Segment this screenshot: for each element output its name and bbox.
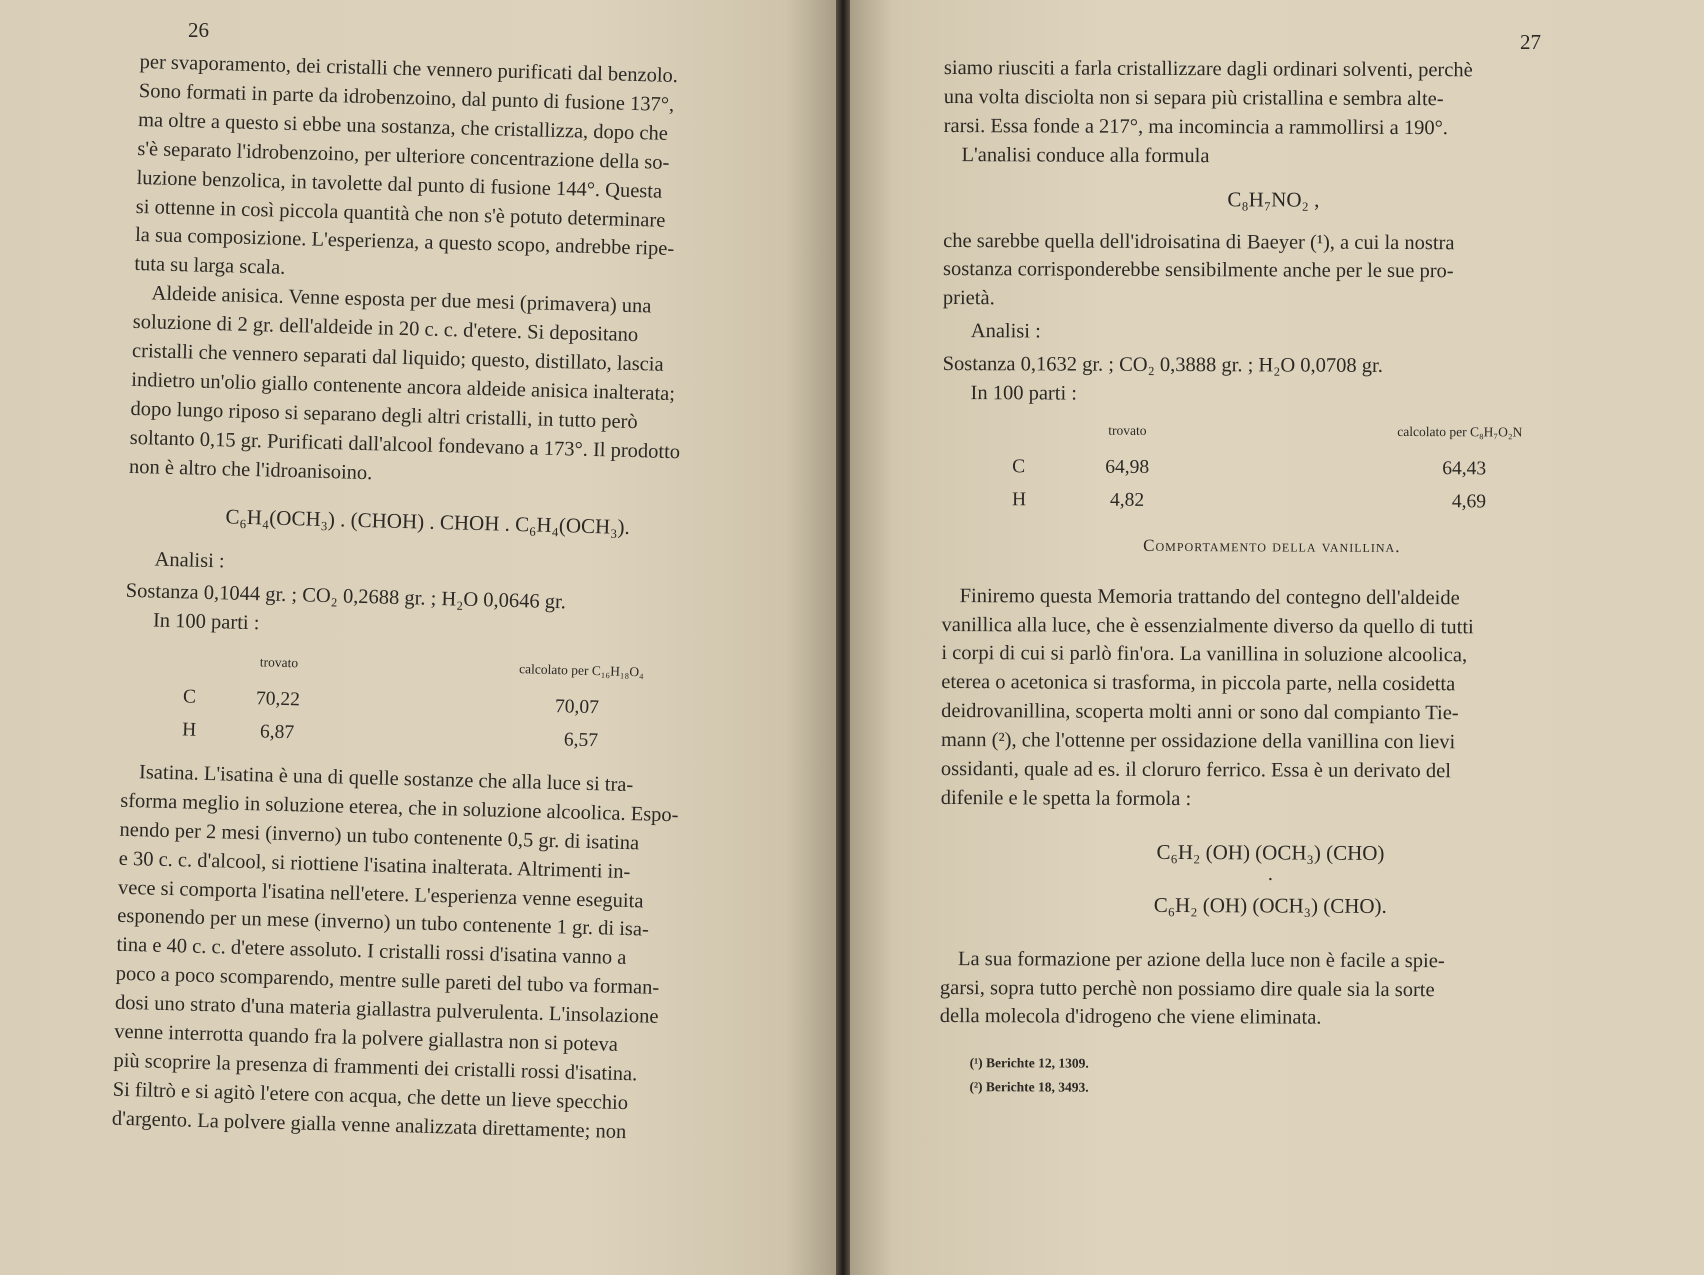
text-line: una volta disciolta non si separa più cristallina e sembra alte-: [943, 85, 1444, 111]
text-line: rarsi. Essa fonde a 217°, ma incomincia a rammollirsi a 190°.: [943, 114, 1449, 140]
text-line: prietà.: [942, 287, 995, 310]
book-gutter: [836, 0, 850, 1275]
text-line: indietro un'olio giallo contenente ancora aldeide anisica inalterata;: [131, 368, 676, 406]
text-line: luzione benzolica, in tavolette dal punto di fusione 144°. Questa: [136, 166, 663, 203]
col-calcolato: calcolato per C₁₆H₁₈O₄: [518, 661, 645, 680]
analysis-table: [1012, 416, 1522, 519]
text-line: che sarebbe quella dell'idroisatina di Baeyer (¹), a cui la nostra: [943, 229, 1455, 254]
text-line: s'è separato l'idrobenzoino, per ulteriore concentrazione della so-: [137, 137, 670, 174]
text-line: L'analisi conduce alla formula: [961, 143, 1210, 167]
analisi-label: Analisi :: [154, 548, 225, 572]
text-line: la sua composizione. L'esperienza, a questo scopo, andrebbe ripe-: [134, 224, 675, 261]
text-line: tina e 40 c. c. d'etere assoluto. I cristalli rossi d'isatina vanno a: [116, 934, 627, 970]
page-number: 27: [1520, 30, 1541, 54]
paragraph-formazione: [940, 945, 1600, 1035]
text-line: poco a poco scomparendo, mentre sulle pareti del tubo va forman-: [115, 962, 660, 1000]
sostanza-line: Sostanza 0,1632 gr. ; CO₂ 0,3888 gr. ; H₂O 0,0708 gr.: [942, 353, 1383, 378]
footnote: (²) Berichte 18, 3493.: [969, 1079, 1089, 1096]
element-cell: H: [1012, 489, 1027, 511]
calcolato-cell: 64,43: [1442, 458, 1487, 480]
text-line: Si filtrò e si agitò l'etere con acqua, che dette un lieve specchio: [112, 1078, 629, 1115]
paragraph-aldeide-anisica: [129, 279, 774, 498]
formula-idroanisoino: C₆H₄(OCH₃) . (CHOH) . CHOH . C₆H₄(OCH₃).: [225, 503, 631, 539]
text-line: soltanto 0,15 gr. Purificati dall'alcool fondevano a 173°. Il prodotto: [129, 426, 681, 464]
page-number: 26: [188, 18, 209, 42]
text-line: i corpi di cui si parlò fin'ora. La vanillina in soluzione alcoolica,: [941, 642, 1468, 667]
text-line: garsi, sopra tutto perchè non possiamo dire quale sia la sorte: [939, 976, 1435, 1001]
text-line: e 30 c. c. d'alcool, si riottiene l'isatina inalterata. Altrimenti in-: [118, 847, 631, 883]
text-line: Finiremo questa Memoria trattando del contegno dell'aldeide: [959, 584, 1460, 609]
trovato-cell: 64,98: [1105, 456, 1150, 478]
trovato-cell: 4,82: [1109, 489, 1145, 511]
right-page: [850, 0, 1704, 1275]
text-line: deidrovanillina, scoperta molti anni or sono dal compianto Tie-: [941, 700, 1459, 725]
table-row: [1012, 451, 1522, 486]
text-line: ma oltre a questo si ebbe una sostanza, che cristallizza, dopo che: [137, 108, 669, 145]
paragraph-isatina: [112, 758, 762, 1150]
col-trovato: trovato: [259, 654, 299, 671]
analisi-label: Analisi :: [970, 320, 1041, 343]
text-line: soluzione di 2 gr. dell'aldeide in 20 c. c. d'etere. Si depositano: [132, 311, 639, 347]
formula-deidrovanillina-top: C₆H₂ (OH) (OCH₃) (CHO): [1156, 839, 1385, 865]
calcolato-cell: 70,07: [554, 696, 600, 719]
text-line: mann (²), che l'ottenne per ossidazione della vanillina con lievi: [940, 729, 1456, 754]
formula-idroisatina: C₈H₇NO₂ ,: [1227, 186, 1320, 212]
text-line: eterea o acetonica si trasforma, in piccola parte, nella cosidetta: [941, 671, 1456, 696]
in-100-parti-label: In 100 parti :: [970, 382, 1078, 405]
text-line: vanillica alla luce, che è essenzialmente diverso da quello di tutti: [941, 613, 1474, 638]
table-row: [1012, 484, 1522, 519]
text-line: cristalli che vennero separati dal liquido; questo, distillato, lascia: [131, 339, 664, 376]
text-line: sostanza corrisponderebbe sensibilmente anche per le sue pro-: [943, 258, 1454, 283]
text-line: nendo per 2 mesi (inverno) un tubo contenente 0,5 gr. di isatina: [119, 818, 640, 855]
text-line: vece si comporta l'isatina nell'etere. L'esperienza venne eseguita: [117, 876, 644, 913]
text-line: Isatina. L'isatina è una di quelle sostanze che alla luce si tra-: [138, 761, 634, 797]
paragraph-idrobenzoino: [134, 48, 780, 296]
element-cell: C: [1012, 456, 1026, 478]
calcolato-cell: 6,57: [563, 729, 599, 752]
right-page-body: [939, 54, 1604, 1102]
bond-dot: •: [1268, 874, 1273, 886]
col-trovato: trovato: [1108, 422, 1147, 438]
paragraph-baeyer: [943, 227, 1603, 317]
text-line: dosi uno strato d'una materia giallastra pulverulenta. L'insolazione: [114, 991, 659, 1029]
paragraph-continuation: [943, 54, 1603, 173]
paragraph-vanillina: [941, 582, 1602, 816]
text-line: si ottenne in così piccola quantità che non s'è potuto determinare: [135, 195, 666, 232]
text-line: venne interrotta quando fra la polvere giallastra non si poteva: [113, 1020, 619, 1056]
trovato-cell: 6,87: [259, 721, 295, 744]
text-line: della molecola d'idrogeno che viene eliminata.: [939, 1005, 1322, 1030]
formula-deidrovanillina-bottom: C₆H₂ (OH) (OCH₃) (CHO).: [1153, 892, 1387, 918]
element-cell: H: [181, 719, 197, 741]
text-line: Sono formati in parte da idrobenzoino, dal punto di fusione 137°,: [138, 79, 675, 116]
text-line: esponendo per un mese (inverno) un tubo contenente 1 gr. di isa-: [116, 905, 650, 942]
text-line: per svaporamento, dei cristalli che vennero purificati dal benzolo.: [139, 50, 679, 88]
left-page-body: [112, 48, 780, 1150]
text-line: sforma meglio in soluzione eterea, che in soluzione alcoolica. Espo-: [120, 789, 679, 827]
text-line: dopo lungo riposo si separano degli altri cristalli, in tutto però: [130, 397, 638, 434]
text-line: ossidanti, quale ad es. il cloruro ferrico. Essa è un derivato del: [940, 758, 1451, 783]
text-line: non è altro che l'idroanisoino.: [128, 455, 373, 484]
in-100-parti-label: In 100 parti :: [152, 609, 260, 635]
text-line: più scoprire la presenza di frammenti dei cristalli rossi d'isatina.: [113, 1049, 638, 1086]
section-heading: Comportamento della vanillina.: [1143, 535, 1401, 556]
footnote: (¹) Berichte 12, 1309.: [969, 1055, 1089, 1072]
text-line: siamo riusciti a farla cristallizzare dagli ordinari solventi, perchè: [943, 56, 1473, 82]
text-line: difenile e le spetta la formola :: [940, 786, 1192, 811]
left-page: [0, 0, 836, 1275]
text-line: d'argento. La polvere gialla venne analizzata direttamente; non: [111, 1107, 627, 1143]
element-cell: C: [182, 686, 197, 708]
sostanza-line: Sostanza 0,1044 gr. ; CO₂ 0,2688 gr. ; H₂O 0,0646 gr.: [125, 580, 567, 614]
calcolato-cell: 4,69: [1451, 491, 1487, 513]
text-line: tuta su larga scala.: [134, 253, 286, 280]
text-line: La sua formazione per azione della luce non è facile a spie-: [958, 947, 1445, 972]
text-line: Aldeide anisica. Venne esposta per due mesi (primavera) una: [151, 282, 652, 318]
analysis-table: [182, 647, 644, 760]
trovato-cell: 70,22: [255, 688, 301, 711]
col-calcolato: calcolato per C₈H₇O₂N: [1397, 423, 1523, 440]
